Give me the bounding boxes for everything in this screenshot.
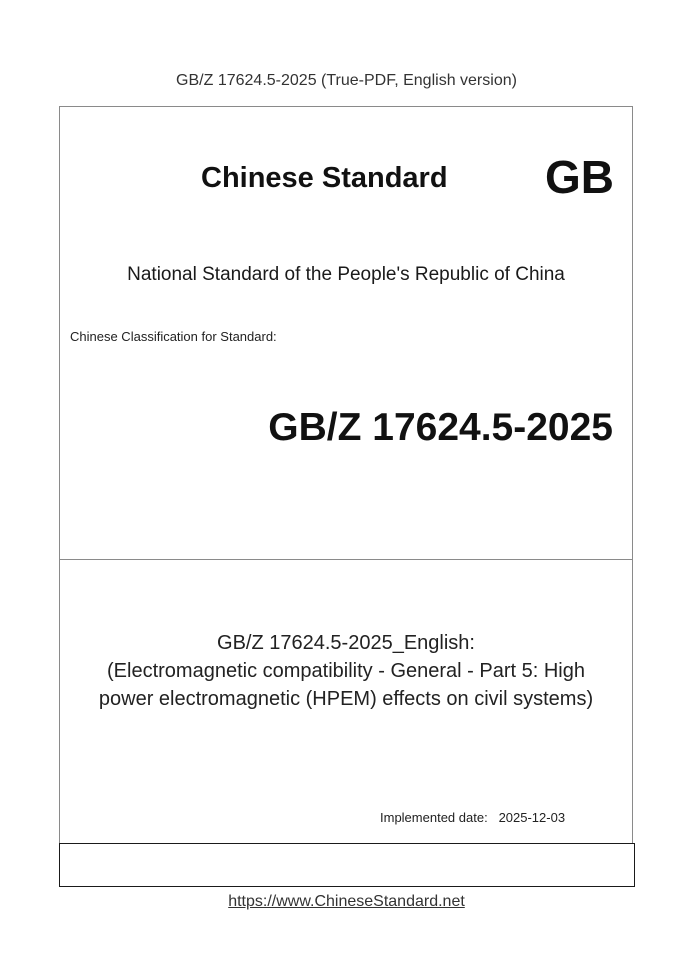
implemented-date-value: 2025-12-03 <box>498 810 566 825</box>
footer <box>0 893 693 911</box>
implemented-date <box>380 810 565 825</box>
brand-title: Chinese Standard <box>201 162 448 194</box>
classification-label: Chinese Classification for Standard: <box>70 329 277 344</box>
website-link[interactable]: https://www.ChineseStandard.net <box>228 893 465 910</box>
cover-title-row <box>59 150 633 210</box>
document-title-line-2: (Electromagnetic compatibility - General - Part 5: High <box>107 660 585 682</box>
cover-bottom-frame <box>59 843 635 887</box>
implemented-date-label: Implemented date: <box>380 810 488 825</box>
gb-mark: GB <box>545 151 614 203</box>
standard-code: GB/Z 17624.5-2025 <box>268 406 613 449</box>
document-title <box>59 629 633 713</box>
page-header: GB/Z 17624.5-2025 (True-PDF, English version) <box>176 72 517 89</box>
national-standard-line: National Standard of the People's Republic of China <box>127 264 565 285</box>
document-title-line-3: power electromagnetic (HPEM) effects on civil systems) <box>98 688 594 710</box>
document-title-line-1: GB/Z 17624.5-2025_English: <box>217 632 475 654</box>
